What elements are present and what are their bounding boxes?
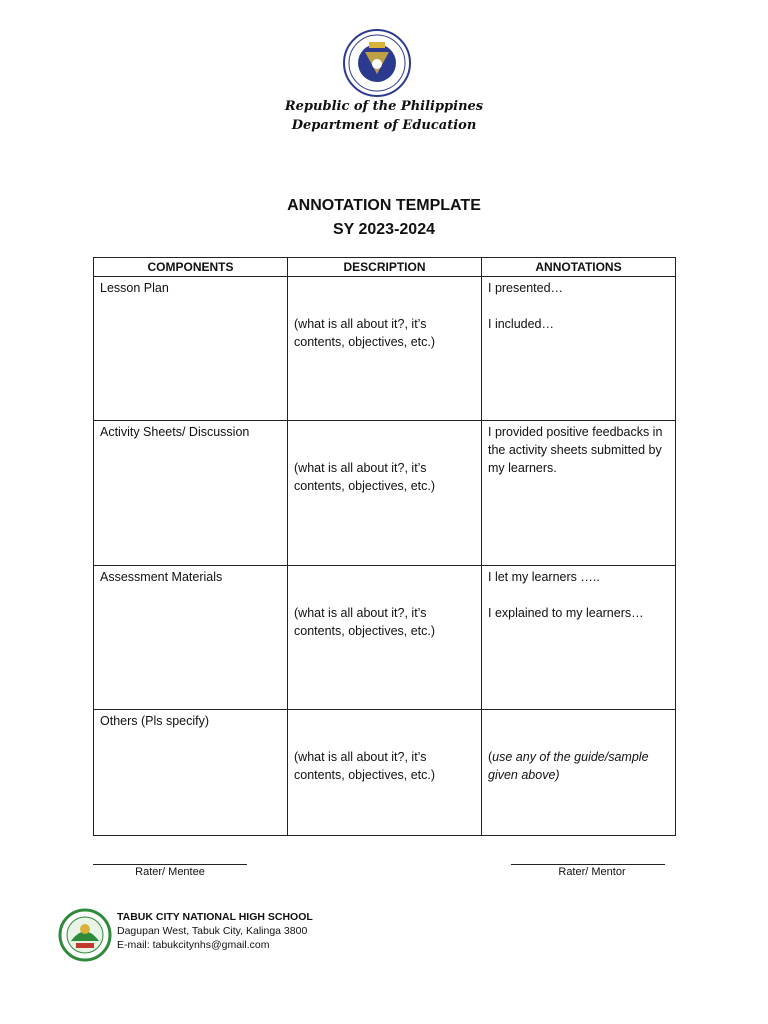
mentor-signature-label: Rater/ Mentor [558,866,626,878]
school-logo-icon [54,908,116,962]
annotation-text: I included… [488,317,555,331]
table-row [94,277,676,421]
description-text: (what is all about it?, it’s contents, objectives, etc.) [294,750,436,782]
annotation-text: I presented… [488,281,564,295]
description-cell [288,566,482,710]
description-cell [288,710,482,836]
description-text: (what is all about it?, it’s contents, objectives, etc.) [294,606,436,638]
table-header-row [94,258,676,277]
header-components: COMPONENTS [94,258,288,277]
annotation-cell [482,710,676,836]
component-cell [94,421,288,566]
school-address: Dagupan West, Tabuk City, Kalinga 3800 [117,925,308,937]
header-annotations: ANNOTATIONS [482,258,676,277]
school-info [117,910,313,952]
annotation-prefix: ( [488,750,493,764]
annotation-italic-text: use any of the guide/sample given above) [488,750,649,782]
table-row [94,421,676,566]
description-cell [288,277,482,421]
deped-seal-icon [335,28,419,98]
component-label: Others (Pls specify) [100,714,210,728]
component-cell [94,566,288,710]
mentee-signature-label: Rater/ Mentee [135,866,205,878]
document-title: ANNOTATION TEMPLATE [287,197,481,214]
component-label: Assessment Materials [100,570,223,584]
mentor-signature-line [511,856,665,865]
component-label: Lesson Plan [100,281,169,295]
school-name: TABUK CITY NATIONAL HIGH SCHOOL [117,911,313,923]
annotation-table [93,257,676,836]
annotation-cell [482,277,676,421]
annotation-text: I explained to my learners… [488,606,644,620]
description-text: (what is all about it?, it’s contents, objectives, etc.) [294,317,436,349]
table-row [94,710,676,836]
component-label: Activity Sheets/ Discussion [100,425,250,439]
header-description: DESCRIPTION [288,258,482,277]
school-email: E-mail: tabukcitynhs@gmail.com [117,939,270,951]
component-cell [94,710,288,836]
table-row [94,566,676,710]
description-cell [288,421,482,566]
annotation-text: I provided positive feedbacks in the activity sheets submitted by my learners. [488,425,663,475]
annotation-text: I let my learners ….. [488,570,600,584]
mentee-signature-line [93,856,247,865]
annotation-cell [482,566,676,710]
description-text: (what is all about it?, it’s contents, objectives, etc.) [294,461,436,493]
department-label: Department of Education [291,118,477,133]
republic-label: Republic of the Philippines [284,99,484,114]
component-cell [94,277,288,421]
school-year: SY 2023-2024 [332,221,435,238]
annotation-cell [482,421,676,566]
